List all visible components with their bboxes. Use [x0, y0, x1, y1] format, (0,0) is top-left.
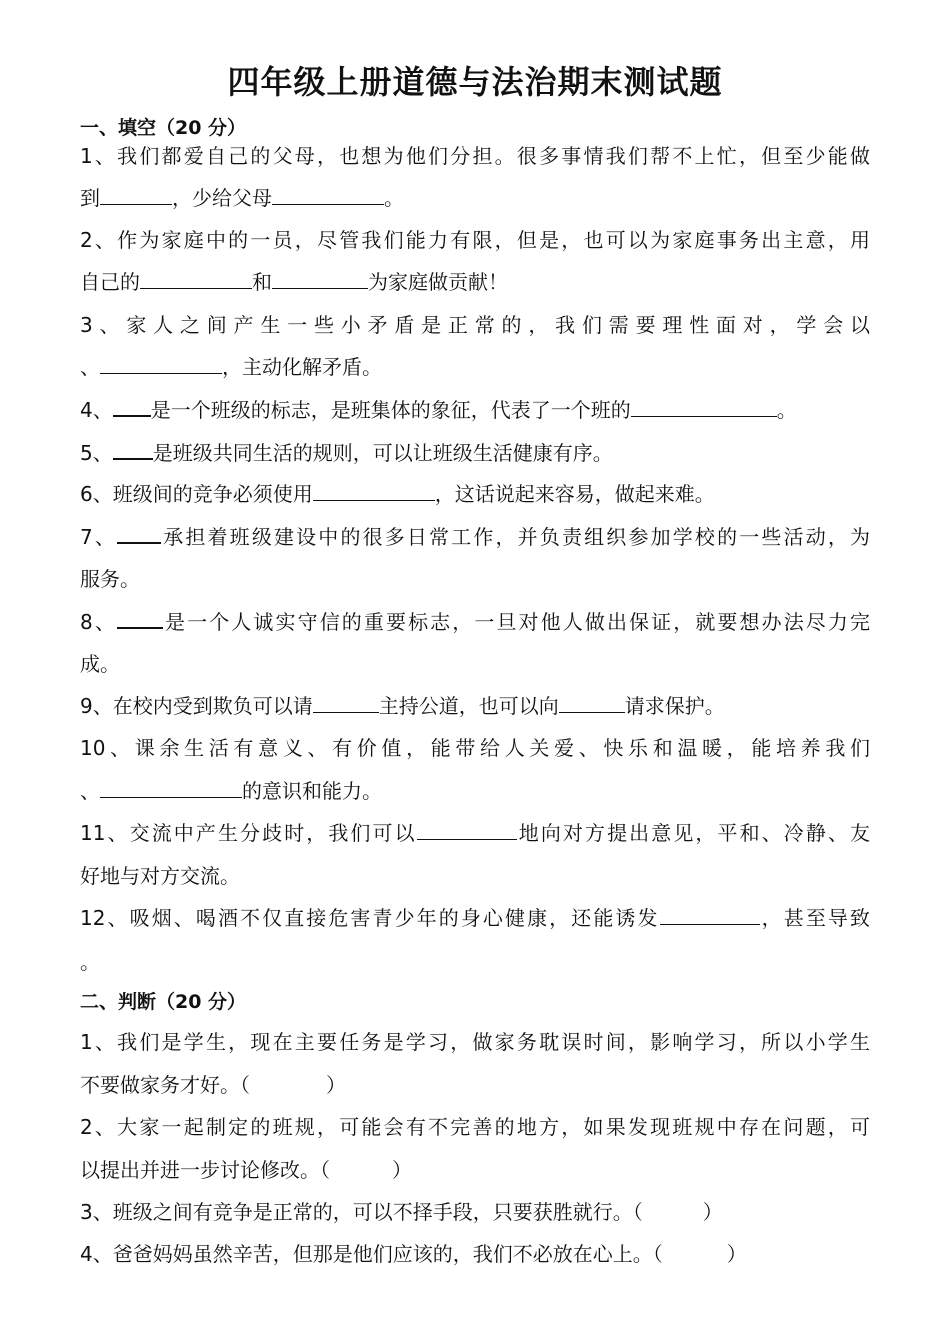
answer-blank[interactable] — [272, 184, 384, 205]
j4-line: 4、爸爸妈妈虽然辛苦，但那是他们应该的，我们不必放在心上。（ ） — [80, 1242, 747, 1266]
q11-line1: 11、交流中产生分歧时，我们可以 地向对方提出意见，平和、冷静、友 — [80, 821, 871, 845]
answer-blank[interactable] — [117, 522, 161, 544]
section-judgment-heading: 二、判断（20 分） — [80, 991, 247, 1013]
q2-line1: 2、作为家庭中的一员，尽管我们能力有限，但是，也可以为家庭事务出主意，用 — [80, 228, 870, 252]
q11-line2: 好地与对方交流。 — [80, 864, 240, 888]
answer-blank[interactable] — [113, 438, 153, 460]
page-title: 四年级上册道德与法治期末测试题 — [227, 63, 723, 101]
q9-line: 9、在校内受到欺负可以请 主持公道，也可以向 请求保护。 — [80, 694, 725, 718]
answer-blank[interactable] — [631, 396, 777, 417]
answer-blank[interactable] — [559, 692, 625, 713]
answer-blank[interactable] — [417, 819, 517, 840]
j1-line1: 1、我们是学生，现在主要任务是学习，做家务耽误时间，影响学习，所以小学生 — [80, 1030, 870, 1054]
answer-blank[interactable] — [272, 268, 368, 289]
q8-line2: 成。 — [80, 652, 120, 676]
j2-line1: 2、大家一起制定的班规，可能会有不完善的地方，如果发现班规中存在问题，可 — [80, 1115, 870, 1139]
q4-line: 4、 是一个班级的标志，是班集体的象征，代表了一个班的 。 — [80, 395, 870, 424]
q1-line2: 到 ，少给父母 。 — [80, 186, 404, 210]
answer-blank[interactable] — [100, 184, 172, 205]
q7-line2: 服务。 — [80, 567, 140, 591]
q2-line2: 自己的 和 为家庭做贡献！ — [80, 270, 508, 294]
answer-blank[interactable] — [313, 692, 379, 713]
q3-line2: 、 ，主动化解矛盾。 — [80, 355, 382, 379]
answer-blank[interactable] — [140, 268, 252, 289]
answer-blank[interactable] — [113, 395, 151, 417]
q10-line2: 、 的意识和能力。 — [80, 779, 382, 803]
q3-line1: 3、家人之间产生一些小矛盾是正常的，我们需要理性面对，学会以 — [80, 313, 870, 337]
q8-line1: 8、 是一个人诚实守信的重要标志，一旦对他人做出保证，就要想办法尽力完 — [80, 607, 870, 636]
q7-line1: 7、 承担着班级建设中的很多日常工作，并负责组织参加学校的一些活动，为 — [80, 522, 870, 551]
answer-blank[interactable] — [660, 904, 760, 925]
answer-blank[interactable] — [100, 777, 242, 798]
answer-blank[interactable] — [117, 607, 163, 629]
q5-line: 5、 是班级共同生活的规则，可以让班级生活健康有序。 — [80, 438, 870, 467]
section-fill-in-heading: 一、填空（20 分） — [80, 117, 247, 139]
answer-blank[interactable] — [100, 353, 222, 374]
q6-line: 6、班级间的竞争必须使用 ，这话说起来容易，做起来难。 — [80, 482, 715, 506]
answer-blank[interactable] — [313, 480, 435, 501]
j1-line2: 不要做家务才好。（ ） — [80, 1073, 346, 1097]
j3-line: 3、班级之间有竞争是正常的，可以不择手段，只要获胜就行。（ ） — [80, 1200, 723, 1224]
q12-line1: 12、吸烟、喝酒不仅直接危害青少年的身心健康，还能诱发 ，甚至导致 — [80, 906, 871, 930]
q1-line1: 1、我们都爱自己的父母，也想为他们分担。很多事情我们帮不上忙，但至少能做 — [80, 144, 870, 168]
j2-line2: 以提出并进一步讨论修改。（ ） — [80, 1158, 412, 1182]
q10-line1: 10、课余生活有意义、有价值，能带给人关爱、快乐和温暖，能培养我们 — [80, 736, 870, 760]
q12-line2: 。 — [80, 950, 100, 974]
